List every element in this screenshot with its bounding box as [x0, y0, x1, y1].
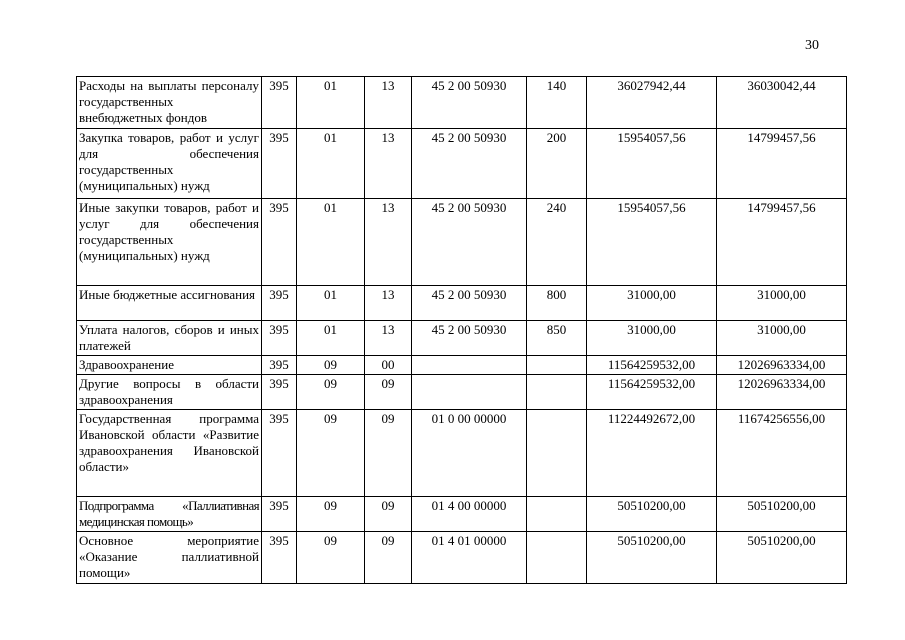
row-name-cell: Иные закупки товаров, работ и услуг для обеспечения государственных (муниципальных) нужд [77, 199, 262, 286]
csr-cell: 45 2 00 50930 [412, 286, 527, 321]
sum2-cell: 36030042,44 [717, 77, 847, 129]
table-row [77, 410, 847, 497]
csr-cell: 45 2 00 50930 [412, 129, 527, 199]
gr-cell: 395 [262, 199, 297, 286]
sum2-cell: 14799457,56 [717, 199, 847, 286]
rz-cell: 09 [297, 532, 365, 584]
rz-cell: 09 [297, 497, 365, 532]
budget-table [76, 76, 847, 584]
rz-cell: 01 [297, 129, 365, 199]
table-row [77, 497, 847, 532]
sum2-cell: 31000,00 [717, 321, 847, 356]
rz-cell: 01 [297, 77, 365, 129]
rz-cell: 01 [297, 286, 365, 321]
vr-cell: 200 [527, 129, 587, 199]
pr-cell: 13 [365, 77, 412, 129]
gr-cell: 395 [262, 410, 297, 497]
row-name-cell: Уплата налогов, сборов и иных платежей [77, 321, 262, 356]
table-row [77, 286, 847, 321]
csr-cell: 01 4 01 00000 [412, 532, 527, 584]
rz-cell: 01 [297, 321, 365, 356]
sum2-cell: 50510200,00 [717, 497, 847, 532]
sum2-cell: 14799457,56 [717, 129, 847, 199]
csr-cell: 01 4 00 00000 [412, 497, 527, 532]
pr-cell: 00 [365, 356, 412, 375]
pr-cell: 09 [365, 410, 412, 497]
sum2-cell: 12026963334,00 [717, 375, 847, 410]
sum2-cell: 11674256556,00 [717, 410, 847, 497]
sum1-cell: 11564259532,00 [587, 356, 717, 375]
csr-cell: 45 2 00 50930 [412, 321, 527, 356]
pr-cell: 13 [365, 129, 412, 199]
gr-cell: 395 [262, 532, 297, 584]
vr-cell [527, 375, 587, 410]
table-row [77, 375, 847, 410]
sum2-cell: 31000,00 [717, 286, 847, 321]
table-row [77, 532, 847, 584]
gr-cell: 395 [262, 286, 297, 321]
table-row [77, 321, 847, 356]
sum1-cell: 11564259532,00 [587, 375, 717, 410]
vr-cell: 850 [527, 321, 587, 356]
gr-cell: 395 [262, 497, 297, 532]
row-name-cell: Закупка товаров, работ и услуг для обеспечения государственных (муниципальных) нужд [77, 129, 262, 199]
table-row [77, 129, 847, 199]
sum1-cell: 11224492672,00 [587, 410, 717, 497]
pr-cell: 09 [365, 497, 412, 532]
pr-cell: 13 [365, 199, 412, 286]
sum1-cell: 50510200,00 [587, 497, 717, 532]
row-name-cell: Государственная программа Ивановской области «Развитие здравоохранения Ивановской области» [77, 410, 262, 497]
sum2-cell: 50510200,00 [717, 532, 847, 584]
pr-cell: 09 [365, 375, 412, 410]
sum1-cell: 36027942,44 [587, 77, 717, 129]
csr-cell: 01 0 00 00000 [412, 410, 527, 497]
csr-cell [412, 356, 527, 375]
row-name-cell: Основное мероприятие «Оказание паллиативной помощи» [77, 532, 262, 584]
table-row [77, 199, 847, 286]
vr-cell: 240 [527, 199, 587, 286]
vr-cell [527, 497, 587, 532]
gr-cell: 395 [262, 375, 297, 410]
vr-cell [527, 532, 587, 584]
rz-cell: 09 [297, 356, 365, 375]
csr-cell: 45 2 00 50930 [412, 199, 527, 286]
vr-cell: 800 [527, 286, 587, 321]
page-number: 30 [805, 38, 819, 53]
rz-cell: 01 [297, 199, 365, 286]
table-row [77, 77, 847, 129]
vr-cell: 140 [527, 77, 587, 129]
table-row [77, 356, 847, 375]
pr-cell: 09 [365, 532, 412, 584]
sum1-cell: 31000,00 [587, 286, 717, 321]
rz-cell: 09 [297, 375, 365, 410]
rz-cell: 09 [297, 410, 365, 497]
row-name-cell: Здравоохранение [77, 356, 262, 375]
sum1-cell: 15954057,56 [587, 129, 717, 199]
csr-cell: 45 2 00 50930 [412, 77, 527, 129]
row-name-cell: Подпрограмма «Паллиативная медицинская помощь» [77, 497, 262, 532]
gr-cell: 395 [262, 77, 297, 129]
vr-cell [527, 356, 587, 375]
row-name-cell: Другие вопросы в области здравоохранения [77, 375, 262, 410]
gr-cell: 395 [262, 321, 297, 356]
row-name-cell: Иные бюджетные ассигнования [77, 286, 262, 321]
sum1-cell: 50510200,00 [587, 532, 717, 584]
sum2-cell: 12026963334,00 [717, 356, 847, 375]
gr-cell: 395 [262, 129, 297, 199]
gr-cell: 395 [262, 356, 297, 375]
pr-cell: 13 [365, 286, 412, 321]
csr-cell [412, 375, 527, 410]
vr-cell [527, 410, 587, 497]
sum1-cell: 31000,00 [587, 321, 717, 356]
sum1-cell: 15954057,56 [587, 199, 717, 286]
pr-cell: 13 [365, 321, 412, 356]
row-name-cell: Расходы на выплаты персоналу государственных внебюджетных фондов [77, 77, 262, 129]
